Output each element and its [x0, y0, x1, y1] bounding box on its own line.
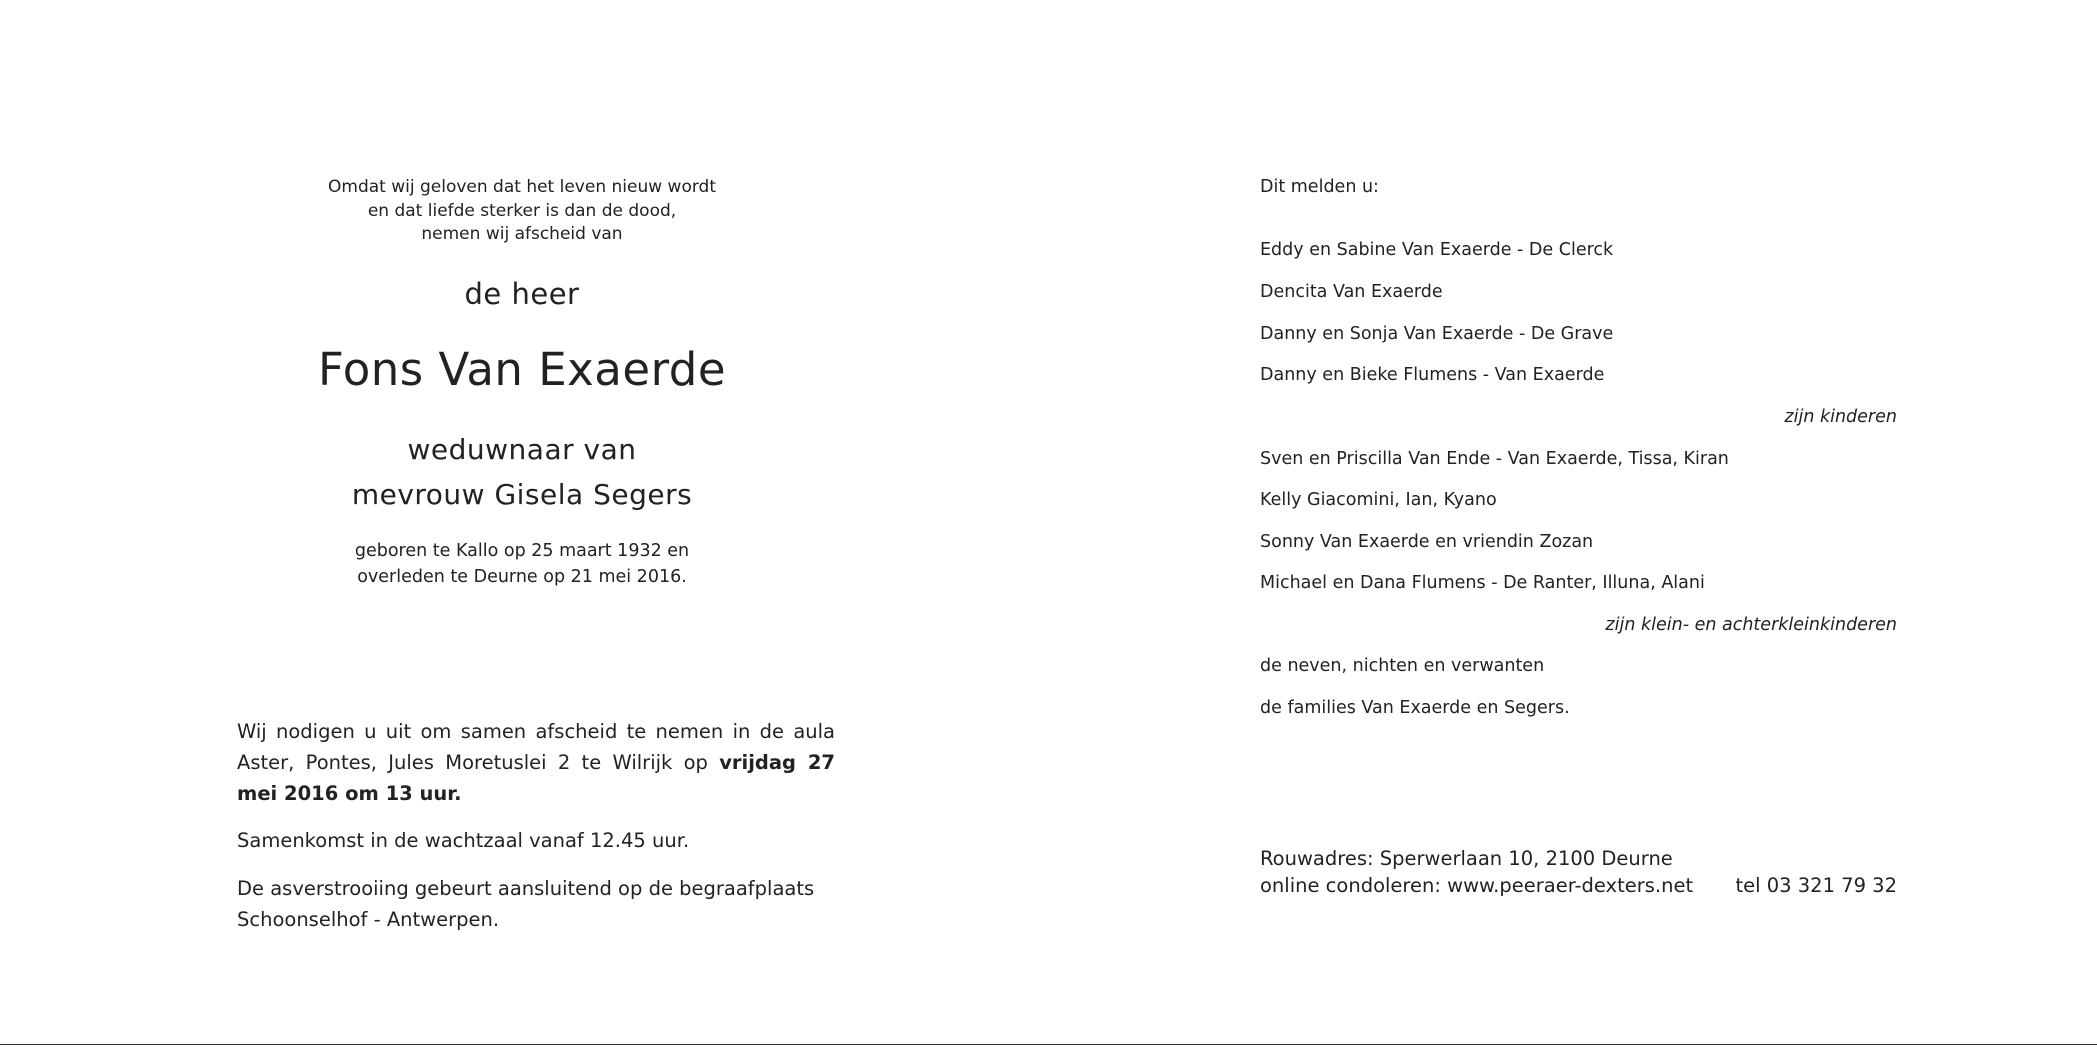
- child-entry: Danny en Sonja Van Exaerde - De Grave: [1260, 324, 1614, 344]
- grandchildren-label: zijn klein- en achterkleinkinderen: [1605, 615, 1897, 635]
- children-label: zijn kinderen: [1784, 407, 1897, 427]
- families-entry: de families Van Exaerde en Segers.: [1260, 698, 1570, 718]
- widower-line: weduwnaar van: [407, 433, 637, 466]
- invitation-block: [237, 716, 835, 935]
- mourning-address: Rouwadres: Sperwerlaan 10, 2100 Deurne: [1260, 847, 1673, 870]
- birth-line: geboren te Kallo op 25 maart 1932 en: [354, 541, 690, 561]
- child-entry: Danny en Bieke Flumens - Van Exaerde: [1260, 365, 1605, 385]
- grandchild-entry: Michael en Dana Flumens - De Ranter, Illuna, Alani: [1260, 573, 1705, 593]
- family-announcement: [1260, 0, 1897, 1054]
- online-condolence: online condoleren: www.peeraer-dexters.net: [1260, 874, 1694, 897]
- grandchild-entry: Kelly Giacomini, Ian, Kyano: [1260, 490, 1497, 510]
- intro-line: en dat liefde sterker is dan de dood,: [367, 200, 677, 221]
- gathering-text: Samenkomst in de wachtzaal vanaf 12.45 uur.: [237, 829, 690, 852]
- grandchild-entry: Sven en Priscilla Van Ende - Van Exaerde, Tissa, Kiran: [1260, 449, 1729, 469]
- scattering-text: [237, 873, 835, 935]
- scattering-line: De asverstrooiing gebeurt aansluitend op de begraafplaats: [237, 877, 815, 900]
- invitation-body: Wij nodigen u uit om samen afscheid te nemen in de aula Aster, Pontes, Jules Moretuslei 2 te Wilrijk op: [237, 720, 835, 774]
- birth-death-info: [237, 538, 807, 590]
- bottom-divider: [0, 1044, 2097, 1045]
- intro-line: nemen wij afscheid van: [421, 224, 623, 244]
- child-entry: Eddy en Sabine Van Exaerde - De Clerck: [1260, 240, 1614, 260]
- intro-line: Omdat wij geloven dat het leven nieuw wordt: [328, 177, 716, 197]
- death-line: overleden te Deurne op 21 mei 2016.: [357, 567, 687, 587]
- scattering-line: Schoonselhof - Antwerpen.: [237, 908, 500, 931]
- widower-of: [237, 427, 807, 517]
- announce-heading: Dit melden u:: [1260, 177, 1379, 197]
- grandchild-entry: Sonny Van Exaerde en vriendin Zozan: [1260, 532, 1594, 552]
- deceased-name: Fons Van Exaerde: [317, 343, 727, 396]
- honorific: de heer: [464, 277, 580, 311]
- relatives-entry: de neven, nichten en verwanten: [1260, 656, 1545, 676]
- intro-text: [237, 176, 807, 247]
- ceremony-date: vrijdag 27 mei 2016 om 13 uur.: [237, 751, 836, 805]
- invitation-text: [237, 716, 835, 809]
- spouse-name: mevrouw Gisela Segers: [351, 478, 693, 511]
- child-entry: Dencita Van Exaerde: [1260, 282, 1443, 302]
- phone-number: tel 03 321 79 32: [1735, 874, 1897, 897]
